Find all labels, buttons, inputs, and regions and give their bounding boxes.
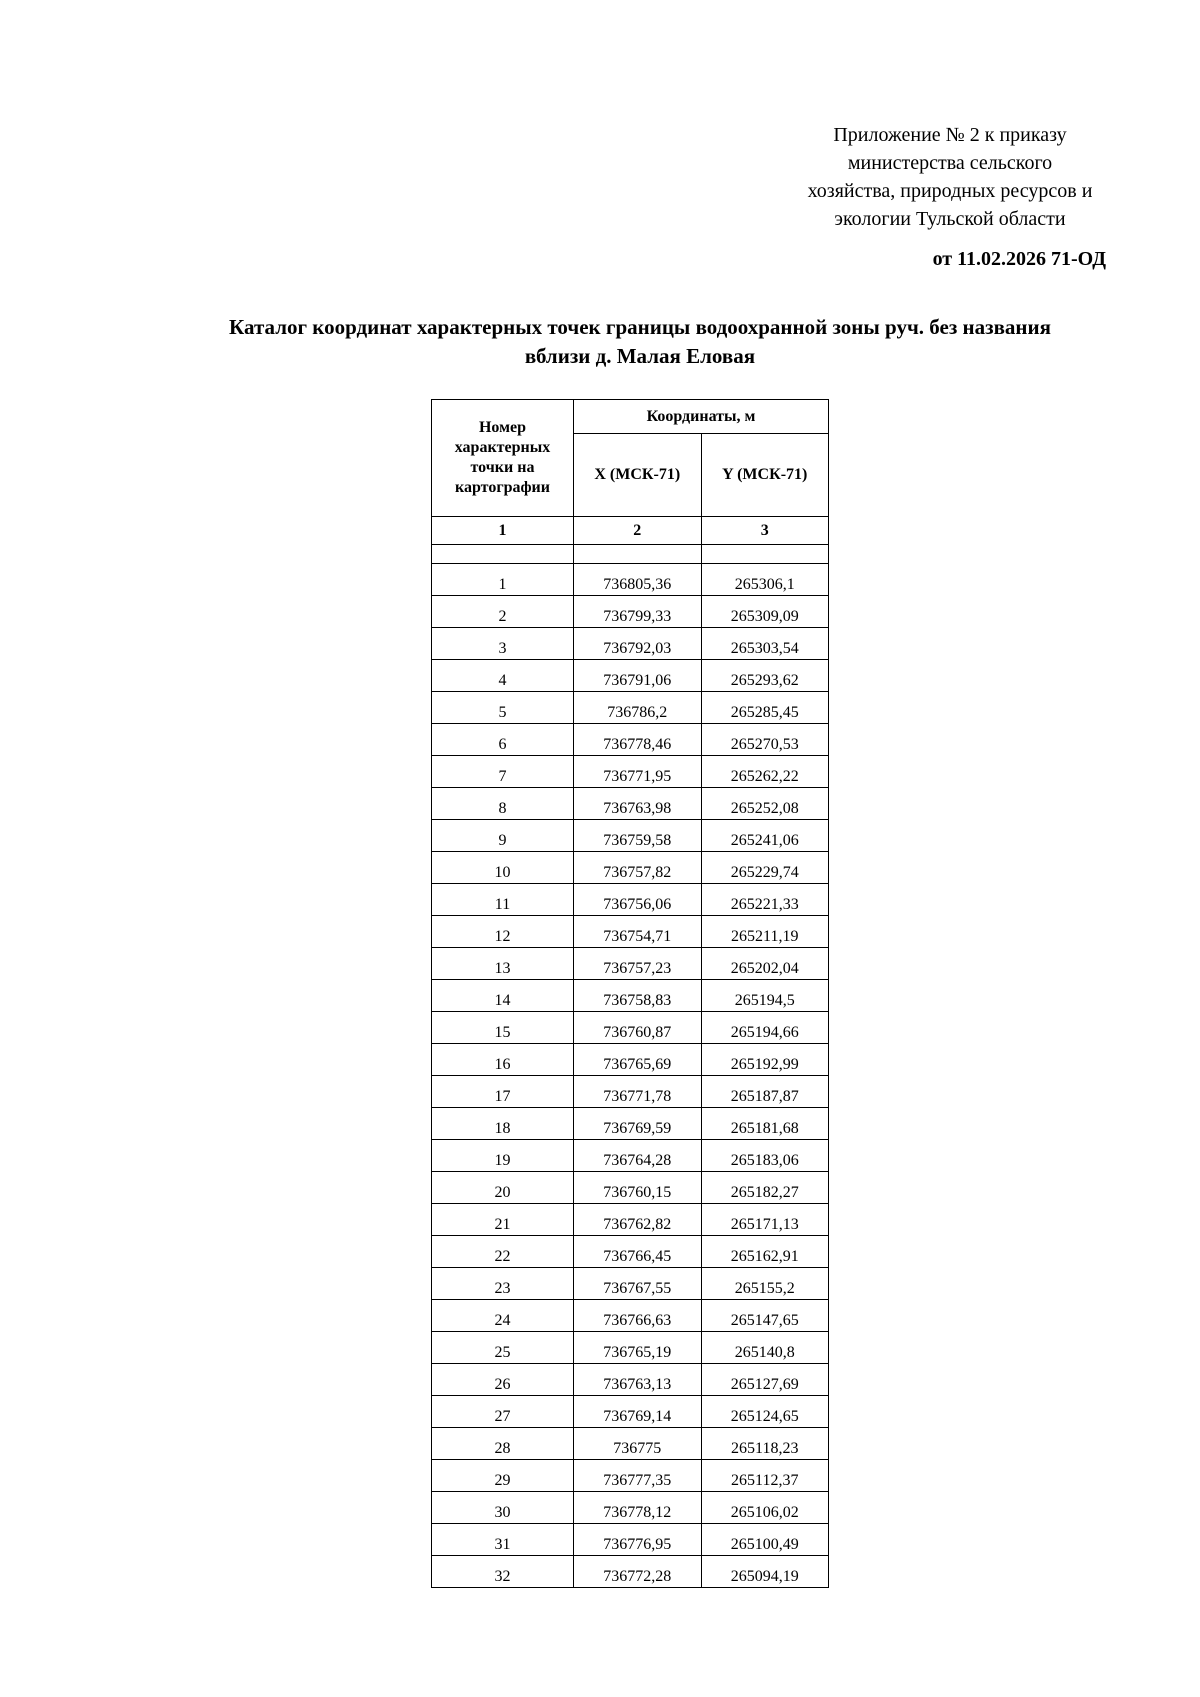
point-number-cell: 17: [432, 1076, 574, 1108]
y-coordinate-cell: 265303,54: [701, 628, 829, 660]
point-number-cell: 5: [432, 692, 574, 724]
table-row: [432, 660, 829, 692]
y-coordinate-cell: 265094,19: [701, 1556, 829, 1588]
x-coordinate-cell: 736771,78: [574, 1076, 702, 1108]
y-coordinate-cell: 265262,22: [701, 756, 829, 788]
column-index-cell: 1: [432, 517, 574, 545]
column-index-cell: 3: [701, 517, 829, 545]
x-coordinate-cell: 736765,19: [574, 1332, 702, 1364]
table-row: [432, 1140, 829, 1172]
table-row: [432, 948, 829, 980]
title-line: вблизи д. Малая Еловая: [524, 344, 756, 368]
x-coordinate-cell: 736763,98: [574, 788, 702, 820]
table-row: [432, 596, 829, 628]
x-coordinate-cell: 736777,35: [574, 1460, 702, 1492]
table-row: [432, 1460, 829, 1492]
y-coordinate-cell: 265202,04: [701, 948, 829, 980]
y-coordinate-cell: 265171,13: [701, 1204, 829, 1236]
point-number-cell: 13: [432, 948, 574, 980]
point-number-cell: 28: [432, 1428, 574, 1460]
point-number-cell: 15: [432, 1012, 574, 1044]
appendix-block: [780, 121, 1120, 233]
y-coordinate-cell: 265182,27: [701, 1172, 829, 1204]
y-coordinate-cell: 265285,45: [701, 692, 829, 724]
table-body: [432, 564, 829, 1588]
table-row: [432, 1396, 829, 1428]
x-coordinate-cell: 736754,71: [574, 916, 702, 948]
y-coordinate-cell: 265252,08: [701, 788, 829, 820]
table-row: [432, 1044, 829, 1076]
table-row: [432, 1364, 829, 1396]
table-row: [432, 756, 829, 788]
table-row: [432, 1492, 829, 1524]
table-row: [432, 1172, 829, 1204]
y-coordinate-cell: 265127,69: [701, 1364, 829, 1396]
point-number-cell: 2: [432, 596, 574, 628]
table-row: [432, 1076, 829, 1108]
x-coordinate-cell: 736778,12: [574, 1492, 702, 1524]
x-coordinate-cell: 736799,33: [574, 596, 702, 628]
table-row: [432, 980, 829, 1012]
table-row: [432, 628, 829, 660]
point-number-cell: 20: [432, 1172, 574, 1204]
y-coordinate-cell: 265112,37: [701, 1460, 829, 1492]
point-number-cell: 16: [432, 1044, 574, 1076]
table-row: [432, 1204, 829, 1236]
point-number-cell: 9: [432, 820, 574, 852]
table-row: [432, 1268, 829, 1300]
x-coordinate-cell: 736763,13: [574, 1364, 702, 1396]
x-coordinate-cell: 736760,15: [574, 1172, 702, 1204]
table-row: [432, 1236, 829, 1268]
x-coordinate-cell: 736769,14: [574, 1396, 702, 1428]
x-coordinate-cell: 736765,69: [574, 1044, 702, 1076]
point-number-cell: 10: [432, 852, 574, 884]
point-number-cell: 21: [432, 1204, 574, 1236]
table-row: [432, 1300, 829, 1332]
table-row: [432, 852, 829, 884]
x-coordinate-cell: 736758,83: [574, 980, 702, 1012]
y-coordinate-cell: 265309,09: [701, 596, 829, 628]
appendix-line: министерства сельского: [847, 152, 1053, 174]
y-coordinate-cell: 265187,87: [701, 1076, 829, 1108]
appendix-line: экологии Тульской области: [834, 208, 1066, 230]
table-row: [432, 884, 829, 916]
title-line: Каталог координат характерных точек границы водоохранной зоны руч. без названия: [229, 315, 1051, 339]
column-header-x: X (МСК-71): [574, 434, 702, 517]
y-coordinate-cell: 265183,06: [701, 1140, 829, 1172]
x-coordinate-cell: 736759,58: [574, 820, 702, 852]
x-coordinate-cell: 736805,36: [574, 564, 702, 596]
table-row: [432, 1524, 829, 1556]
y-coordinate-cell: 265192,99: [701, 1044, 829, 1076]
table-row: [432, 916, 829, 948]
point-number-cell: 22: [432, 1236, 574, 1268]
x-coordinate-cell: 736776,95: [574, 1524, 702, 1556]
y-coordinate-cell: 265162,91: [701, 1236, 829, 1268]
column-index-cell: 2: [574, 517, 702, 545]
point-number-cell: 1: [432, 564, 574, 596]
table-row: [432, 1108, 829, 1140]
y-coordinate-cell: 265140,8: [701, 1332, 829, 1364]
point-number-cell: 23: [432, 1268, 574, 1300]
y-coordinate-cell: 265181,68: [701, 1108, 829, 1140]
y-coordinate-cell: 265270,53: [701, 724, 829, 756]
table-row: [432, 564, 829, 596]
y-coordinate-cell: 265147,65: [701, 1300, 829, 1332]
appendix-line: хозяйства, природных ресурсов и: [807, 180, 1093, 202]
x-coordinate-cell: 736766,45: [574, 1236, 702, 1268]
point-number-cell: 18: [432, 1108, 574, 1140]
table-row: [432, 1556, 829, 1588]
x-coordinate-cell: 736775: [574, 1428, 702, 1460]
table-row: [432, 724, 829, 756]
spacer-cell: [574, 545, 702, 564]
x-coordinate-cell: 736792,03: [574, 628, 702, 660]
point-number-cell: 11: [432, 884, 574, 916]
column-header-y: Y (МСК-71): [701, 434, 829, 517]
y-coordinate-cell: 265221,33: [701, 884, 829, 916]
coordinates-table: [431, 399, 829, 1588]
document-title: [120, 313, 1160, 371]
table-row: [432, 1428, 829, 1460]
x-coordinate-cell: 736769,59: [574, 1108, 702, 1140]
spacer-cell: [701, 545, 829, 564]
point-number-cell: 14: [432, 980, 574, 1012]
y-coordinate-cell: 265124,65: [701, 1396, 829, 1428]
x-coordinate-cell: 736786,2: [574, 692, 702, 724]
y-coordinate-cell: 265194,5: [701, 980, 829, 1012]
x-coordinate-cell: 736772,28: [574, 1556, 702, 1588]
y-coordinate-cell: 265194,66: [701, 1012, 829, 1044]
y-coordinate-cell: 265100,49: [701, 1524, 829, 1556]
x-coordinate-cell: 736766,63: [574, 1300, 702, 1332]
point-number-cell: 26: [432, 1364, 574, 1396]
y-coordinate-cell: 265211,19: [701, 916, 829, 948]
x-coordinate-cell: 736756,06: [574, 884, 702, 916]
point-number-cell: 7: [432, 756, 574, 788]
table-row: [432, 1012, 829, 1044]
x-coordinate-cell: 736771,95: [574, 756, 702, 788]
y-coordinate-cell: 265293,62: [701, 660, 829, 692]
point-number-cell: 12: [432, 916, 574, 948]
order-reference: от 11.02.2026 71-ОД: [932, 248, 1106, 270]
point-number-cell: 32: [432, 1556, 574, 1588]
table-row: [432, 1332, 829, 1364]
x-coordinate-cell: 736764,28: [574, 1140, 702, 1172]
x-coordinate-cell: 736767,55: [574, 1268, 702, 1300]
appendix-line: Приложение № 2 к приказу: [833, 124, 1067, 146]
y-coordinate-cell: 265241,06: [701, 820, 829, 852]
point-number-cell: 6: [432, 724, 574, 756]
point-number-cell: 19: [432, 1140, 574, 1172]
x-coordinate-cell: 736778,46: [574, 724, 702, 756]
y-coordinate-cell: 265306,1: [701, 564, 829, 596]
x-coordinate-cell: 736762,82: [574, 1204, 702, 1236]
table-row: [432, 820, 829, 852]
table-row: [432, 788, 829, 820]
y-coordinate-cell: 265118,23: [701, 1428, 829, 1460]
spacer-cell: [432, 545, 574, 564]
point-number-cell: 4: [432, 660, 574, 692]
point-number-cell: 25: [432, 1332, 574, 1364]
column-header-point-number: Номер характерных точки на картографии: [432, 400, 574, 517]
point-number-cell: 24: [432, 1300, 574, 1332]
column-header-coordinates: Координаты, м: [574, 400, 829, 434]
point-number-cell: 30: [432, 1492, 574, 1524]
point-number-cell: 29: [432, 1460, 574, 1492]
table-row: [432, 692, 829, 724]
y-coordinate-cell: 265155,2: [701, 1268, 829, 1300]
x-coordinate-cell: 736760,87: [574, 1012, 702, 1044]
x-coordinate-cell: 736757,82: [574, 852, 702, 884]
x-coordinate-cell: 736791,06: [574, 660, 702, 692]
point-number-cell: 8: [432, 788, 574, 820]
point-number-cell: 27: [432, 1396, 574, 1428]
y-coordinate-cell: 265229,74: [701, 852, 829, 884]
point-number-cell: 31: [432, 1524, 574, 1556]
x-coordinate-cell: 736757,23: [574, 948, 702, 980]
point-number-cell: 3: [432, 628, 574, 660]
y-coordinate-cell: 265106,02: [701, 1492, 829, 1524]
